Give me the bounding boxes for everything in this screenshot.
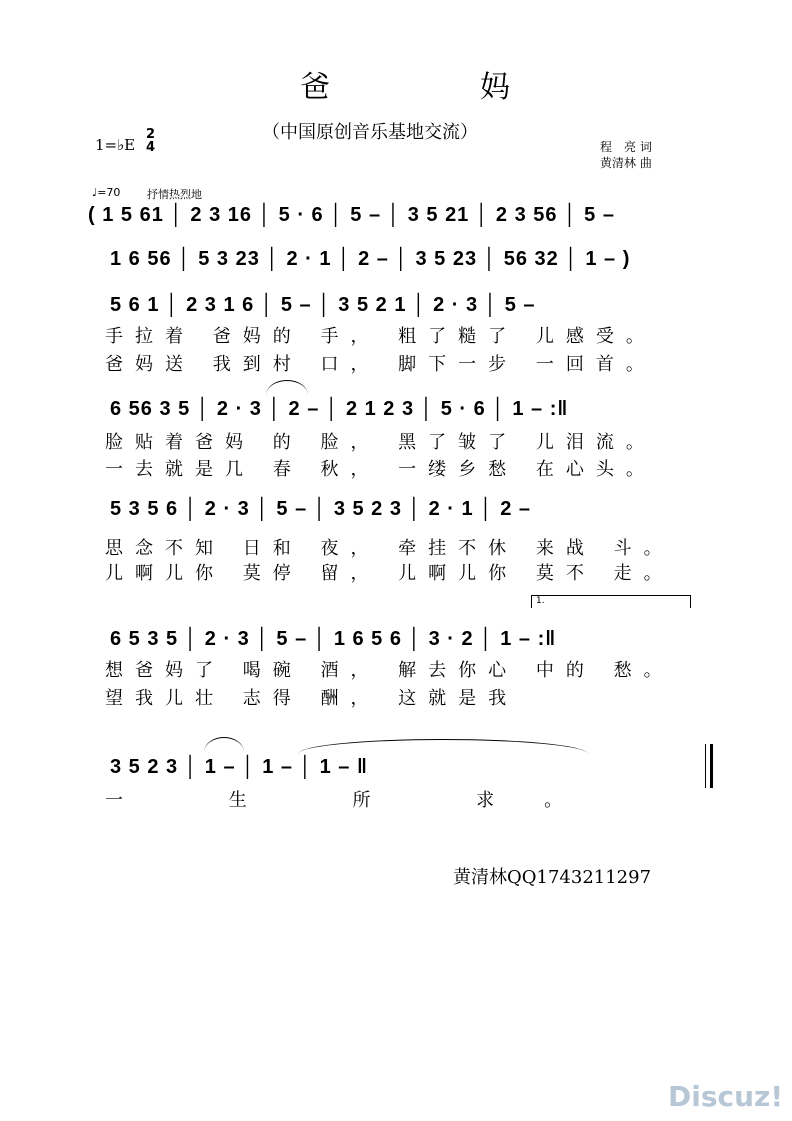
notation-row-4: 6 56 3 5 │ 2 · 3 │ 2 – │ 2 1 2 3 │ 5 · 6 │ 1 – :‖ <box>110 398 569 420</box>
volta-bracket <box>531 595 691 608</box>
time-numerator: 2 <box>146 127 156 142</box>
notation-row-2: 1 6 56 │ 5 3 23 │ 2 · 1 │ 2 – │ 3 5 23 │ 56 32 │ 1 – ) <box>110 248 631 270</box>
watermark-logo: Discuz! <box>668 1080 784 1113</box>
lyricist: 程 亮 词 <box>600 140 652 154</box>
lyric-row-6-verse-2: 望我儿壮 志得 酬， 这就是我 <box>105 688 519 709</box>
lyric-row-3-verse-2: 爸妈送 我到村 口， 脚下一步 一回首。 <box>105 354 656 375</box>
slur-arc <box>204 737 244 752</box>
notation-row-1: ( 1 5 61 │ 2 3 16 │ 5 · 6 │ 5 – │ 3 5 21 │ 2 3 56 │ 5 – <box>88 204 615 226</box>
time-signature <box>146 128 155 154</box>
time-denominator: 4 <box>146 140 156 155</box>
slur-arc <box>266 380 308 395</box>
notation-row-3: 5 6 1 │ 2 3 1 6 │ 5 – │ 3 5 2 1 │ 2 · 3 │ 5 – <box>110 294 536 316</box>
composer: 黄清林 曲 <box>600 156 652 170</box>
tie-arc <box>298 739 588 754</box>
lyric-row-3-verse-1: 手拉着 爸妈的 手， 粗了糙了 儿感受。 <box>105 326 656 347</box>
notation-row-7: 3 5 2 3 │ 1 – │ 1 – │ 1 – ‖ <box>110 756 368 778</box>
subtitle: （中国原创音乐基地交流） <box>262 122 478 143</box>
tempo-mark: ♩=70 <box>92 186 121 199</box>
key-signature: 1=♭E <box>95 136 136 154</box>
lyric-row-6-verse-1: 想爸妈了 喝碗 酒， 解去你心 中的 愁。 <box>105 660 674 681</box>
expression-mark: 抒情热烈地 <box>147 188 202 201</box>
volta-label: 1. <box>536 596 545 606</box>
lyric-row-7: 一 生 所 求。 <box>105 790 613 811</box>
page-title: 爸 妈 <box>300 70 510 105</box>
notation-row-5: 5 3 5 6 │ 2 · 3 │ 5 – │ 3 5 2 3 │ 2 · 1 │ 2 – <box>110 498 532 520</box>
lyric-row-4-verse-1: 脸贴着爸妈 的 脸， 黑了皱了 儿泪流。 <box>105 432 656 453</box>
lyric-row-5-verse-2: 儿啊儿你 莫停 留， 儿啊儿你 莫不 走。 <box>105 563 674 584</box>
notation-row-6: 6 5 3 5 │ 2 · 3 │ 5 – │ 1 6 5 6 │ 3 · 2 │ 1 – :‖ <box>110 628 557 650</box>
lyric-row-5-verse-1: 思念不知 日和 夜， 牵挂不休 来战 斗。 <box>105 538 674 559</box>
signature: 黄清林QQ1743211297 <box>453 867 652 888</box>
lyric-row-4-verse-2: 一去就是几 春 秋， 一缕乡愁 在心头。 <box>105 459 656 480</box>
final-barline <box>710 744 713 788</box>
barline <box>705 744 706 788</box>
